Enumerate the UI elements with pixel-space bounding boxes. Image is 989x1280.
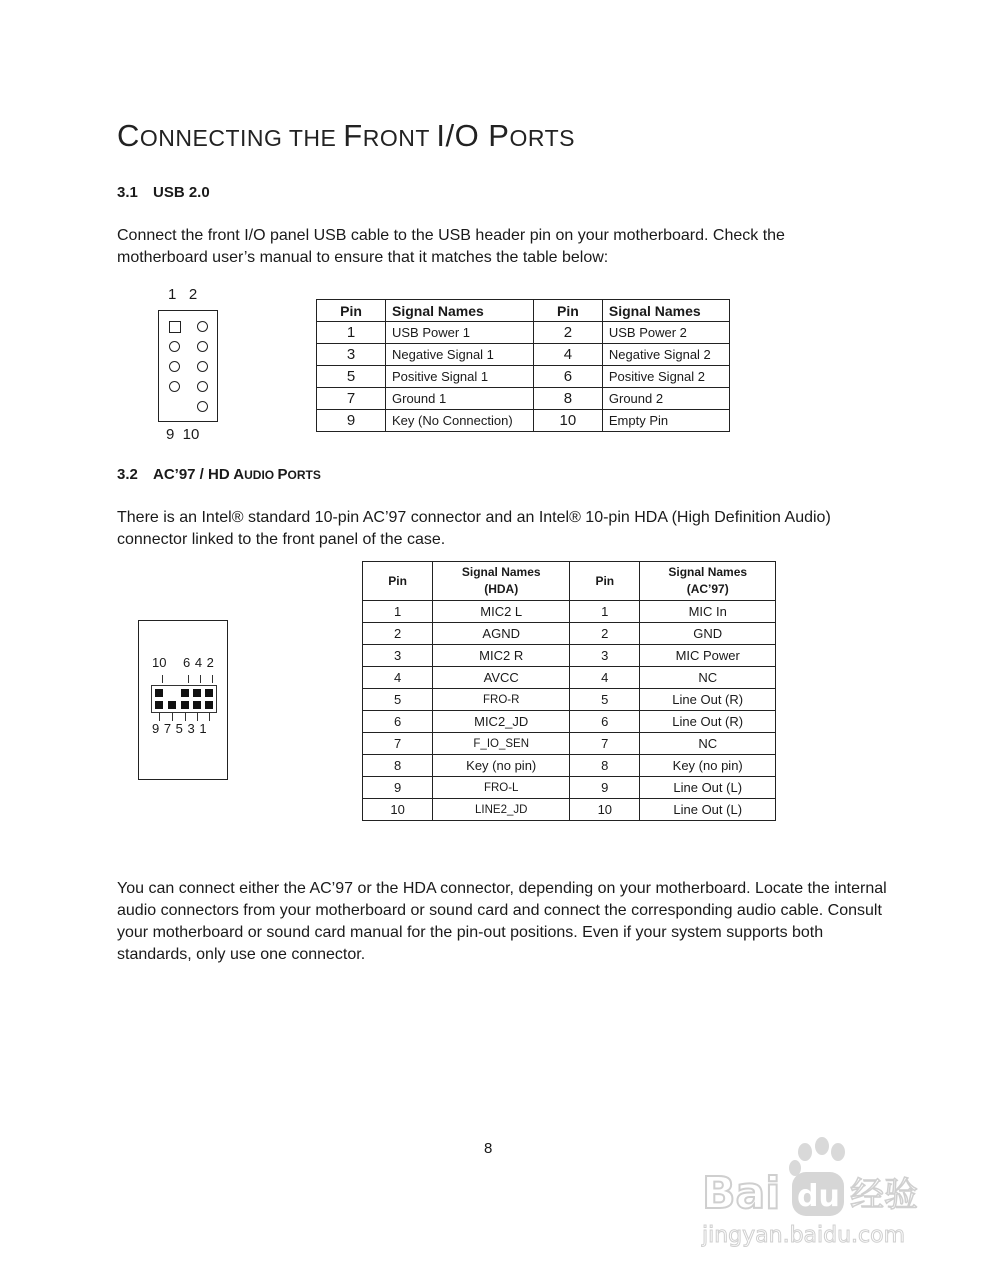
table-cell: AVCC (433, 667, 570, 689)
table-cell: 1 (317, 322, 386, 344)
table-cell: MIC2 R (433, 645, 570, 667)
usb-header-outline (158, 310, 218, 422)
usb-pin (197, 361, 208, 372)
usb-pin (169, 361, 180, 372)
table-cell: 4 (533, 344, 602, 366)
usb-pin (169, 381, 180, 392)
table-cell: Positive Signal 2 (602, 366, 729, 388)
table-cell: 7 (317, 388, 386, 410)
column-header: Pin (533, 300, 602, 322)
baidu-watermark-logo (700, 1130, 940, 1260)
audio-pin (181, 701, 189, 709)
table-row (317, 322, 730, 344)
section-heading-audio: 3.2 AC’97 / HD AUDIO PORTS (117, 466, 321, 483)
table-row (363, 711, 776, 733)
usb-pin (197, 381, 208, 392)
pin-tick (197, 713, 198, 721)
table-cell: 7 (363, 733, 433, 755)
svg-text:经验: 经验 (850, 1175, 918, 1215)
usb-pin (169, 341, 180, 352)
table-cell: 9 (363, 777, 433, 799)
audio-pin (193, 701, 201, 709)
column-header: Pin (317, 300, 386, 322)
table-cell: 1 (570, 601, 640, 623)
table-cell: 9 (317, 410, 386, 432)
usb-pinout-table (316, 299, 730, 432)
table-cell: 9 (570, 777, 640, 799)
audio-pin (193, 689, 201, 697)
table-cell: MIC Power (640, 645, 776, 667)
table-cell: Empty Pin (602, 410, 729, 432)
table-cell: 3 (570, 645, 640, 667)
table-cell: NC (640, 667, 776, 689)
table-cell: Line Out (R) (640, 689, 776, 711)
svg-text:du: du (797, 1179, 840, 1214)
audio-pin (168, 701, 176, 709)
svg-text:Bai: Bai (702, 1168, 781, 1219)
usb-diagram-top-labels: 1 2 (168, 286, 198, 303)
column-header: Pin (363, 562, 433, 601)
usb-pin (197, 401, 208, 412)
table-cell: 6 (533, 366, 602, 388)
page-number: 8 (484, 1140, 493, 1157)
pin-tick (162, 675, 163, 683)
pin-tick (188, 675, 189, 683)
audio-instructions: There is an Intel® standard 10-pin AC’97 connector and an Intel® 10-pin HDA (High Definition Audio) connector linked to the front panel of the case. (117, 509, 831, 548)
table-cell: 8 (533, 388, 602, 410)
pin-tick (159, 713, 160, 721)
column-header: Signal Names (HDA) (433, 562, 570, 601)
table-cell: 10 (363, 799, 433, 821)
usb-instructions: Connect the front I/O panel USB cable to the USB header pin on your motherboard. Check the motherboard user’s manual to ensure that it matches the table below: (117, 227, 785, 266)
column-header: Signal Names (602, 300, 729, 322)
table-row (363, 689, 776, 711)
table-cell: Negative Signal 2 (602, 344, 729, 366)
table-cell: 2 (363, 623, 433, 645)
table-header-row (317, 300, 730, 322)
audio-pinout-table (362, 561, 776, 821)
table-row (363, 645, 776, 667)
table-cell: Key (no pin) (640, 755, 776, 777)
table-cell: 8 (363, 755, 433, 777)
table-cell: 3 (317, 344, 386, 366)
table-cell: 7 (570, 733, 640, 755)
table-cell: 5 (317, 366, 386, 388)
table-cell: USB Power 1 (386, 322, 534, 344)
table-row (363, 799, 776, 821)
table-cell: 2 (570, 623, 640, 645)
audio-pin (155, 701, 163, 709)
table-cell: F_IO_SEN (433, 733, 570, 755)
table-cell: 4 (570, 667, 640, 689)
usb-pin (197, 341, 208, 352)
table-cell: 6 (570, 711, 640, 733)
table-row (363, 755, 776, 777)
table-cell: 1 (363, 601, 433, 623)
page-title: CONNECTING THE FRONT I/O PORTS (117, 118, 575, 153)
table-cell: 4 (363, 667, 433, 689)
pin-tick (172, 713, 173, 721)
pin-tick (212, 675, 213, 683)
table-cell: 6 (363, 711, 433, 733)
table-cell: 8 (570, 755, 640, 777)
pin-tick (200, 675, 201, 683)
table-row (317, 410, 730, 432)
usb-pin-1-square (169, 321, 181, 333)
table-cell: Ground 1 (386, 388, 534, 410)
table-cell: AGND (433, 623, 570, 645)
table-cell: Line Out (L) (640, 799, 776, 821)
table-cell: 10 (570, 799, 640, 821)
column-header: Pin (570, 562, 640, 601)
table-cell: Key (no pin) (433, 755, 570, 777)
table-cell: MIC2 L (433, 601, 570, 623)
table-cell: 5 (363, 689, 433, 711)
table-header-row (363, 562, 776, 601)
usb-diagram-bottom-labels: 9 10 (166, 426, 200, 443)
table-row (317, 388, 730, 410)
table-cell: Line Out (L) (640, 777, 776, 799)
table-row (363, 667, 776, 689)
table-row (317, 344, 730, 366)
table-cell: Key (No Connection) (386, 410, 534, 432)
table-cell: 2 (533, 322, 602, 344)
audio-pin (205, 701, 213, 709)
table-cell: 3 (363, 645, 433, 667)
table-cell: GND (640, 623, 776, 645)
audio-header-diagram (138, 620, 228, 780)
audio-pin-labels-bottom: 9 7 5 3 1 (152, 721, 207, 736)
table-row (363, 777, 776, 799)
table-cell: Ground 2 (602, 388, 729, 410)
table-cell: FRO-L (433, 777, 570, 799)
pin-tick (209, 713, 210, 721)
table-cell: 10 (533, 410, 602, 432)
audio-pin-labels-top: 6 4 2 (183, 655, 214, 670)
audio-connection-note: You can connect either the AC’97 or the HDA connector, depending on your motherboard. Locate the internal audio connectors from your motherboard or sound card and connect the corresponding audio cable. Consult your motherboard or sound card manual for the pin-out positions. Even if your system supports both standards, only use one connector. (117, 880, 887, 963)
table-cell: Negative Signal 1 (386, 344, 534, 366)
section-heading-usb: 3.1 USB 2.0 (117, 184, 210, 201)
table-cell: USB Power 2 (602, 322, 729, 344)
usb-header-diagram (158, 286, 224, 446)
table-cell: FRO-R (433, 689, 570, 711)
table-cell: 5 (570, 689, 640, 711)
audio-pin (155, 689, 163, 697)
audio-pin (181, 689, 189, 697)
audio-pin-label-10: 10 (152, 655, 167, 670)
table-row (363, 623, 776, 645)
table-cell: Line Out (R) (640, 711, 776, 733)
table-cell: Positive Signal 1 (386, 366, 534, 388)
audio-pin (205, 689, 213, 697)
svg-text:jingyan.baidu.com: jingyan.baidu.com (702, 1223, 906, 1248)
table-cell: MIC2_JD (433, 711, 570, 733)
table-row (363, 601, 776, 623)
table-cell: MIC In (640, 601, 776, 623)
table-cell: LINE2_JD (433, 799, 570, 821)
table-row (317, 366, 730, 388)
pin-tick (185, 713, 186, 721)
table-cell: NC (640, 733, 776, 755)
usb-pin (197, 321, 208, 332)
column-header: Signal Names (386, 300, 534, 322)
table-row (363, 733, 776, 755)
column-header: Signal Names (AC’97) (640, 562, 776, 601)
